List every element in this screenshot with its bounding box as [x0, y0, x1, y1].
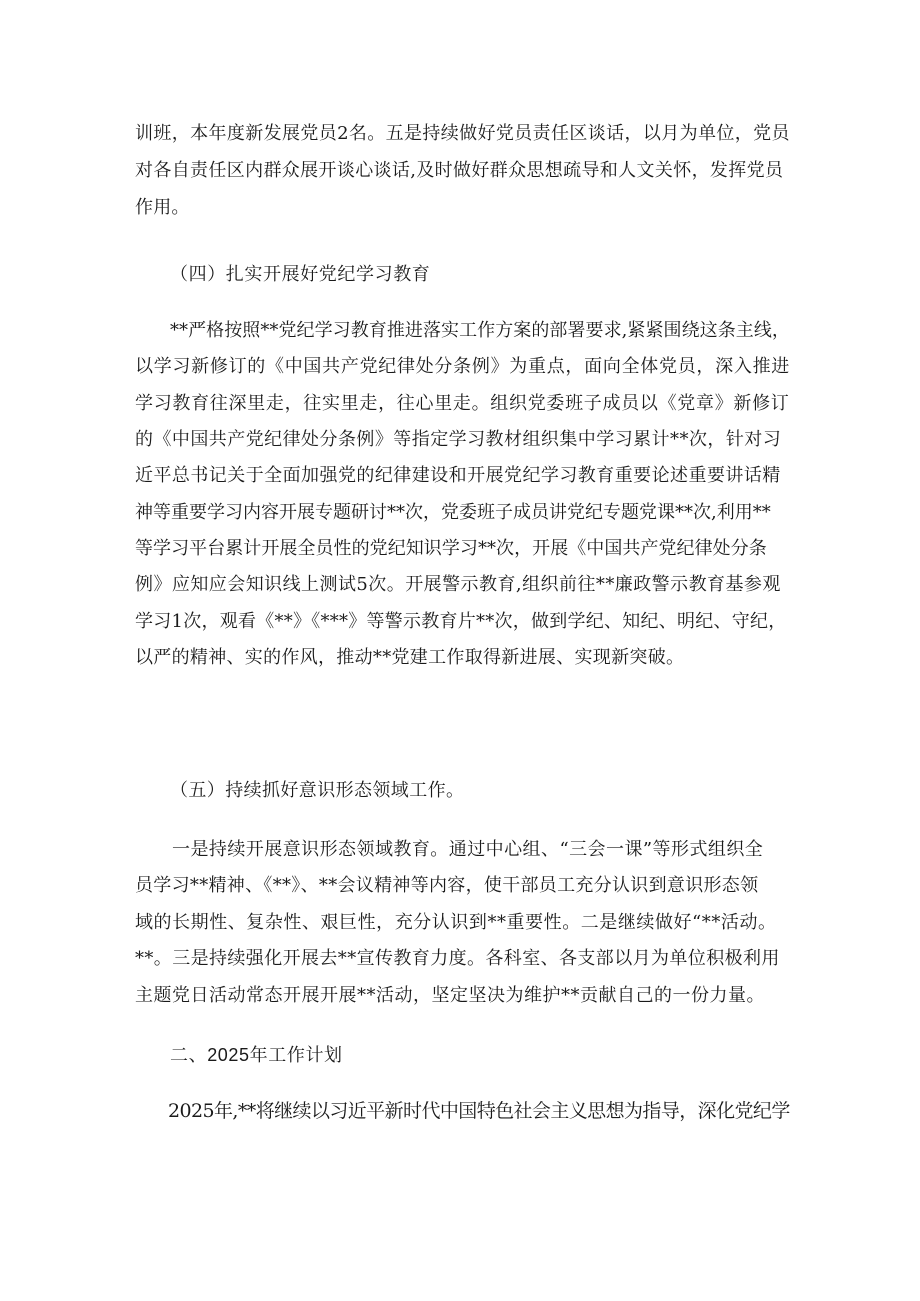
- paragraph-line: 学习教育往深里走，往实里走，往心里走。组织党委班子成员以《党章》新修订: [135, 393, 790, 414]
- paragraph-line: 主题党日活动常态开展开展**活动，坚定坚决为维护**贡献自己的一份力量。: [135, 985, 765, 1006]
- paragraph-line: 例》应知应会知识线上测试5次。开展警示教育,组织前往**廉政警示教育基参观: [135, 574, 781, 595]
- section-heading-plan-2025: 二、2025年工作计划: [170, 1045, 343, 1065]
- paragraph-line: 2025年,**将继续以习近平新时代中国特色社会主义思想为指导，深化党纪学: [168, 1100, 790, 1122]
- paragraph-line: 的《中国共产党纪律处分条例》等指定学习教材组织集中学习累计**次，针对习: [135, 429, 782, 450]
- paragraph-line: **严格按照**党纪学习教育推进落实工作方案的部署要求,紧紧围绕这条主线，: [170, 320, 790, 341]
- paragraph-line: 域的长期性、复杂性、艰巨性，充分认识到**重要性。二是继续做好“**活动。: [135, 912, 777, 933]
- paragraph-line: **。三是持续强化开展去**宣传教育力度。各科室、各支部以月为单位积极利用: [135, 948, 780, 969]
- paragraph-line: 作用。: [135, 197, 190, 218]
- paragraph-line: 对各自责任区内群众展开谈心谈话,及时做好群众思想疏导和人文关怀，发挥党员: [135, 160, 784, 181]
- paragraph-line: 训班，本年度新发展党员2名。五是持续做好党员责任区谈话，以月为单位，党员: [135, 123, 790, 144]
- paragraph-line: 员学习**精神、《**》、**会议精神等内容，使干部员工充分认识到意识形态领: [135, 875, 759, 896]
- section-heading-5: （五）持续抓好意识形态领域工作。: [170, 780, 465, 801]
- paragraph-line: 以学习新修订的《中国共产党纪律处分条例》为重点，面向全体党员，深入推进: [135, 356, 790, 377]
- paragraph-line: 以严的精神、实的作风，推动**党建工作取得新进展、实现新突破。: [135, 647, 685, 668]
- section-heading-4: （四）扎实开展好党纪学习教育: [170, 264, 431, 285]
- paragraph-line: 学习1次，观看《**》《***》等警示教育片**次，做到学纪、知纪、明纪、守纪，: [135, 611, 787, 632]
- paragraph-line: 等学习平台累计开展全员性的党纪知识学习**次，开展《中国共产党纪律处分条: [135, 538, 767, 559]
- paragraph-line: 一是持续开展意识形态领域教育。通过中心组、“三会一课”等形式组织全: [172, 839, 764, 860]
- paragraph-line: 神等重要学习内容开展专题研讨**次，党委班子成员讲党纪专题党课**次,利用**: [135, 502, 771, 523]
- paragraph-line: 近平总书记关于全面加强党的纪律建设和开展党纪学习教育重要论述重要讲话精: [135, 465, 781, 486]
